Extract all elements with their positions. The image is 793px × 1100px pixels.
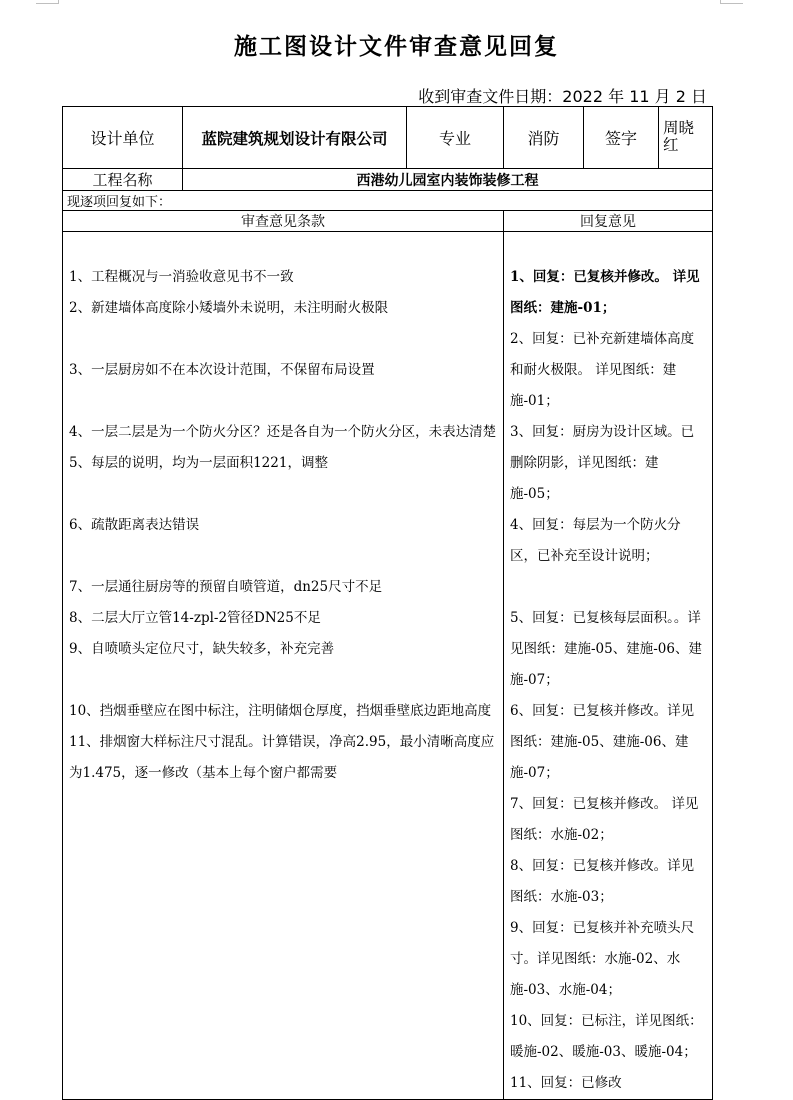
- project-name-label: 工程名称: [63, 169, 183, 191]
- comment-item: 10、挡烟垂壁应在图中标注，注明储烟仓厚度，挡烟垂壁底边距地高度: [69, 703, 492, 719]
- comment-item: 1、工程概况与一消验收意见书不一致: [69, 269, 294, 285]
- reply-item: 9、回复：已复核并补充喷头尺寸。详见图纸：水施-02、水施-03、水施-04；: [510, 920, 695, 998]
- comment-item: 11、排烟窗大样标注尺寸混乱。计算错误，净高2.95，最小清晰高度应为1.475，逐一修改（基本上每个窗户都需要: [69, 734, 495, 781]
- replies-cell: [504, 232, 713, 1100]
- received-date: 收到审查文件日期：2022 年 11 月 2 日: [418, 87, 707, 106]
- comment-item: 8、二层大厅立管14-zpl-2管径DN25不足: [69, 610, 321, 626]
- comment-item: 2、新建墙体高度除小矮墙外未说明，未注明耐火极限: [69, 300, 389, 316]
- comment-item: 9、自喷喷头定位尺寸，缺失较多，补充完善: [69, 641, 335, 657]
- comment-item: 5、每层的说明，均为一层面积1221，调整: [69, 455, 328, 471]
- comment-item: 4、一层二层是为一个防火分区？还是各自为一个防火分区，未表达清楚: [69, 424, 497, 440]
- column-header-replies: 回复意见: [504, 211, 713, 232]
- design-unit-label: 设计单位: [63, 107, 183, 169]
- reply-item: 4、回复：每层为一个防火分区，已补充至设计说明；: [510, 517, 681, 564]
- signature-value: 周晓红: [659, 107, 713, 169]
- major-value: 消防: [504, 107, 584, 169]
- reply-intro: 现逐项回复如下：: [63, 191, 713, 211]
- reply-item: 1、回复：已复核并修改。 详见图纸：建施-01；: [510, 269, 700, 316]
- corner-mark-top-right: [720, 0, 743, 4]
- design-unit-value: 蓝院建筑规划设计有限公司: [183, 107, 407, 169]
- reply-item: 6、回复：已复核并修改。详见图纸：建施-05、建施-06、建施-07；: [510, 703, 695, 781]
- reply-item: 2、回复：已补充新建墙体高度和耐火极限。 详见图纸：建施-01；: [510, 331, 695, 409]
- comment-item: 6、疏散距离表达错误: [69, 517, 200, 533]
- document-title: 施工图设计文件审查意见回复: [234, 33, 559, 60]
- reply-item: 5、回复：已复核每层面积。。详见图纸：建施-05、建施-06、建施-07；: [510, 610, 702, 688]
- reply-item: 3、回复：厨房为设计区域。已删除阴影，详见图纸：建施-05；: [510, 424, 695, 502]
- project-name-value: 西港幼儿园室内装饰装修工程: [183, 169, 713, 191]
- column-header-comments: 审查意见条款: [63, 211, 504, 232]
- comment-item: 7、一层通往厨房等的预留自喷管道，dn25尺寸不足: [69, 579, 383, 595]
- corner-mark-top-left: [36, 0, 59, 4]
- reply-item: 7、回复：已复核并修改。 详见图纸：水施-02；: [510, 796, 699, 843]
- reply-item: 11、回复：已修改: [510, 1075, 622, 1091]
- major-label: 专业: [407, 107, 504, 169]
- review-reply-table: [62, 106, 713, 1100]
- review-comments-cell: [63, 232, 504, 1100]
- reply-item: 8、回复：已复核并修改。详见图纸：水施-03；: [510, 858, 695, 905]
- reply-item: 10、回复：已标注，详见图纸：暖施-02、暖施-03、暖施-04；: [510, 1013, 703, 1060]
- signature-label: 签字: [584, 107, 659, 169]
- comment-item: 3、一层厨房如不在本次设计范围，不保留布局设置: [69, 362, 375, 378]
